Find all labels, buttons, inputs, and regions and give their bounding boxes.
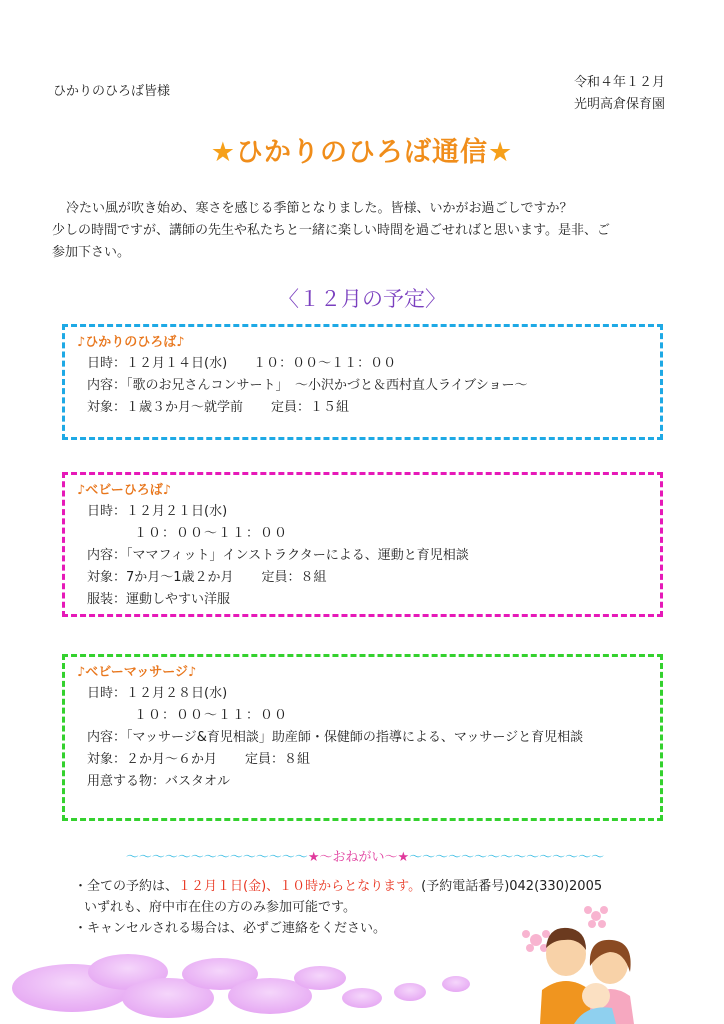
- event-bring: 用意する物：バスタオル: [87, 774, 231, 789]
- event-heading: ♪ベビーマッサージ♪: [77, 665, 197, 680]
- event-time: １０：００～１１：００: [134, 708, 289, 723]
- event-target: 対象：２か月～６か月: [87, 752, 218, 767]
- event-time: １０：００～１１：００: [134, 526, 289, 541]
- intro-line: 冷たい風が吹き始め、寒さを感じる季節となりました。皆様、いかがお過ごしですか？: [66, 201, 573, 216]
- issue-date: 令和４年１２月: [574, 75, 666, 90]
- event-capacity: 定員：８組: [245, 752, 311, 767]
- family-illustration: [516, 900, 656, 1024]
- star-icon: ★: [210, 137, 236, 168]
- event-target-row: [77, 397, 650, 419]
- newsletter-title: [0, 130, 724, 169]
- event-clothing: 服装：運動しやすい洋服: [87, 592, 231, 607]
- event-heading: ♪ベビーひろば♪: [77, 483, 172, 498]
- notice-item: ・キャンセルされる場合は、必ずご連絡をください。: [74, 921, 387, 936]
- event-box-hikari: [62, 324, 663, 440]
- intro-line: 参加下さい。: [52, 245, 131, 260]
- wave-decoration: ～～～～～～～～～～～～～～～: [409, 850, 605, 865]
- notice-text: ・全ての予約は、: [74, 879, 179, 894]
- event-target: 対象：１歳３か月～就学前: [87, 400, 244, 415]
- title-text: ひかりのひろば通信: [236, 137, 488, 168]
- event-heading: ♪ひかりのひろば♪: [77, 335, 185, 350]
- event-content: 内容：「歌のお兄さんコンサート」 ～小沢かづと＆西村直人ライブショー～: [87, 378, 528, 393]
- notice-divider: [70, 846, 660, 865]
- bubble-decoration: [0, 950, 520, 1024]
- intro-line: 少しの時間ですが、講師の先生や私たちと一緒に楽しい時間を過ごせればと思います。是非、ご: [52, 223, 610, 238]
- star-icon: ★: [488, 137, 514, 168]
- organization-name: 光明高倉保育園: [574, 97, 666, 112]
- event-content: 内容：「マッサージ&育児相談」助産師・保健師の指導による、マッサージと育児相談: [87, 730, 584, 745]
- addressee: ひかりのひろば皆様: [53, 84, 171, 99]
- notice-item: [74, 876, 602, 897]
- wave-decoration: ～～～～～～～～～～～～～～: [125, 850, 308, 865]
- notice-phone: (予約電話番号)042(330)2005: [421, 879, 603, 894]
- event-content: 内容：「ママフィット」インストラクターによる、運動と育児相談: [87, 548, 469, 563]
- event-date: 日時：１２月２１日(水): [87, 504, 228, 519]
- schedule-title: 〈１２月の予定〉: [278, 287, 446, 311]
- event-target-row: [77, 567, 650, 589]
- event-target-row: [77, 749, 650, 771]
- event-box-massage: [62, 654, 663, 821]
- event-capacity: 定員：８組: [261, 570, 327, 585]
- event-target: 対象：7か月～1歳２か月: [87, 570, 234, 585]
- notice-highlight: １２月１日(金)、１０時からとなります。: [178, 879, 422, 894]
- intro-paragraph: [52, 198, 688, 264]
- notice-label: ★～おねがい～★: [307, 850, 410, 865]
- event-date: 日時：１２月１４日(水) １０：００～１１：００: [87, 356, 397, 371]
- issuer-block: [574, 72, 665, 116]
- event-box-baby: [62, 472, 663, 617]
- event-capacity: 定員：１５組: [271, 400, 350, 415]
- event-date: 日時：１２月２８日(水): [87, 686, 228, 701]
- notice-item: いずれも、府中市在住の方のみ参加可能です。: [84, 900, 356, 915]
